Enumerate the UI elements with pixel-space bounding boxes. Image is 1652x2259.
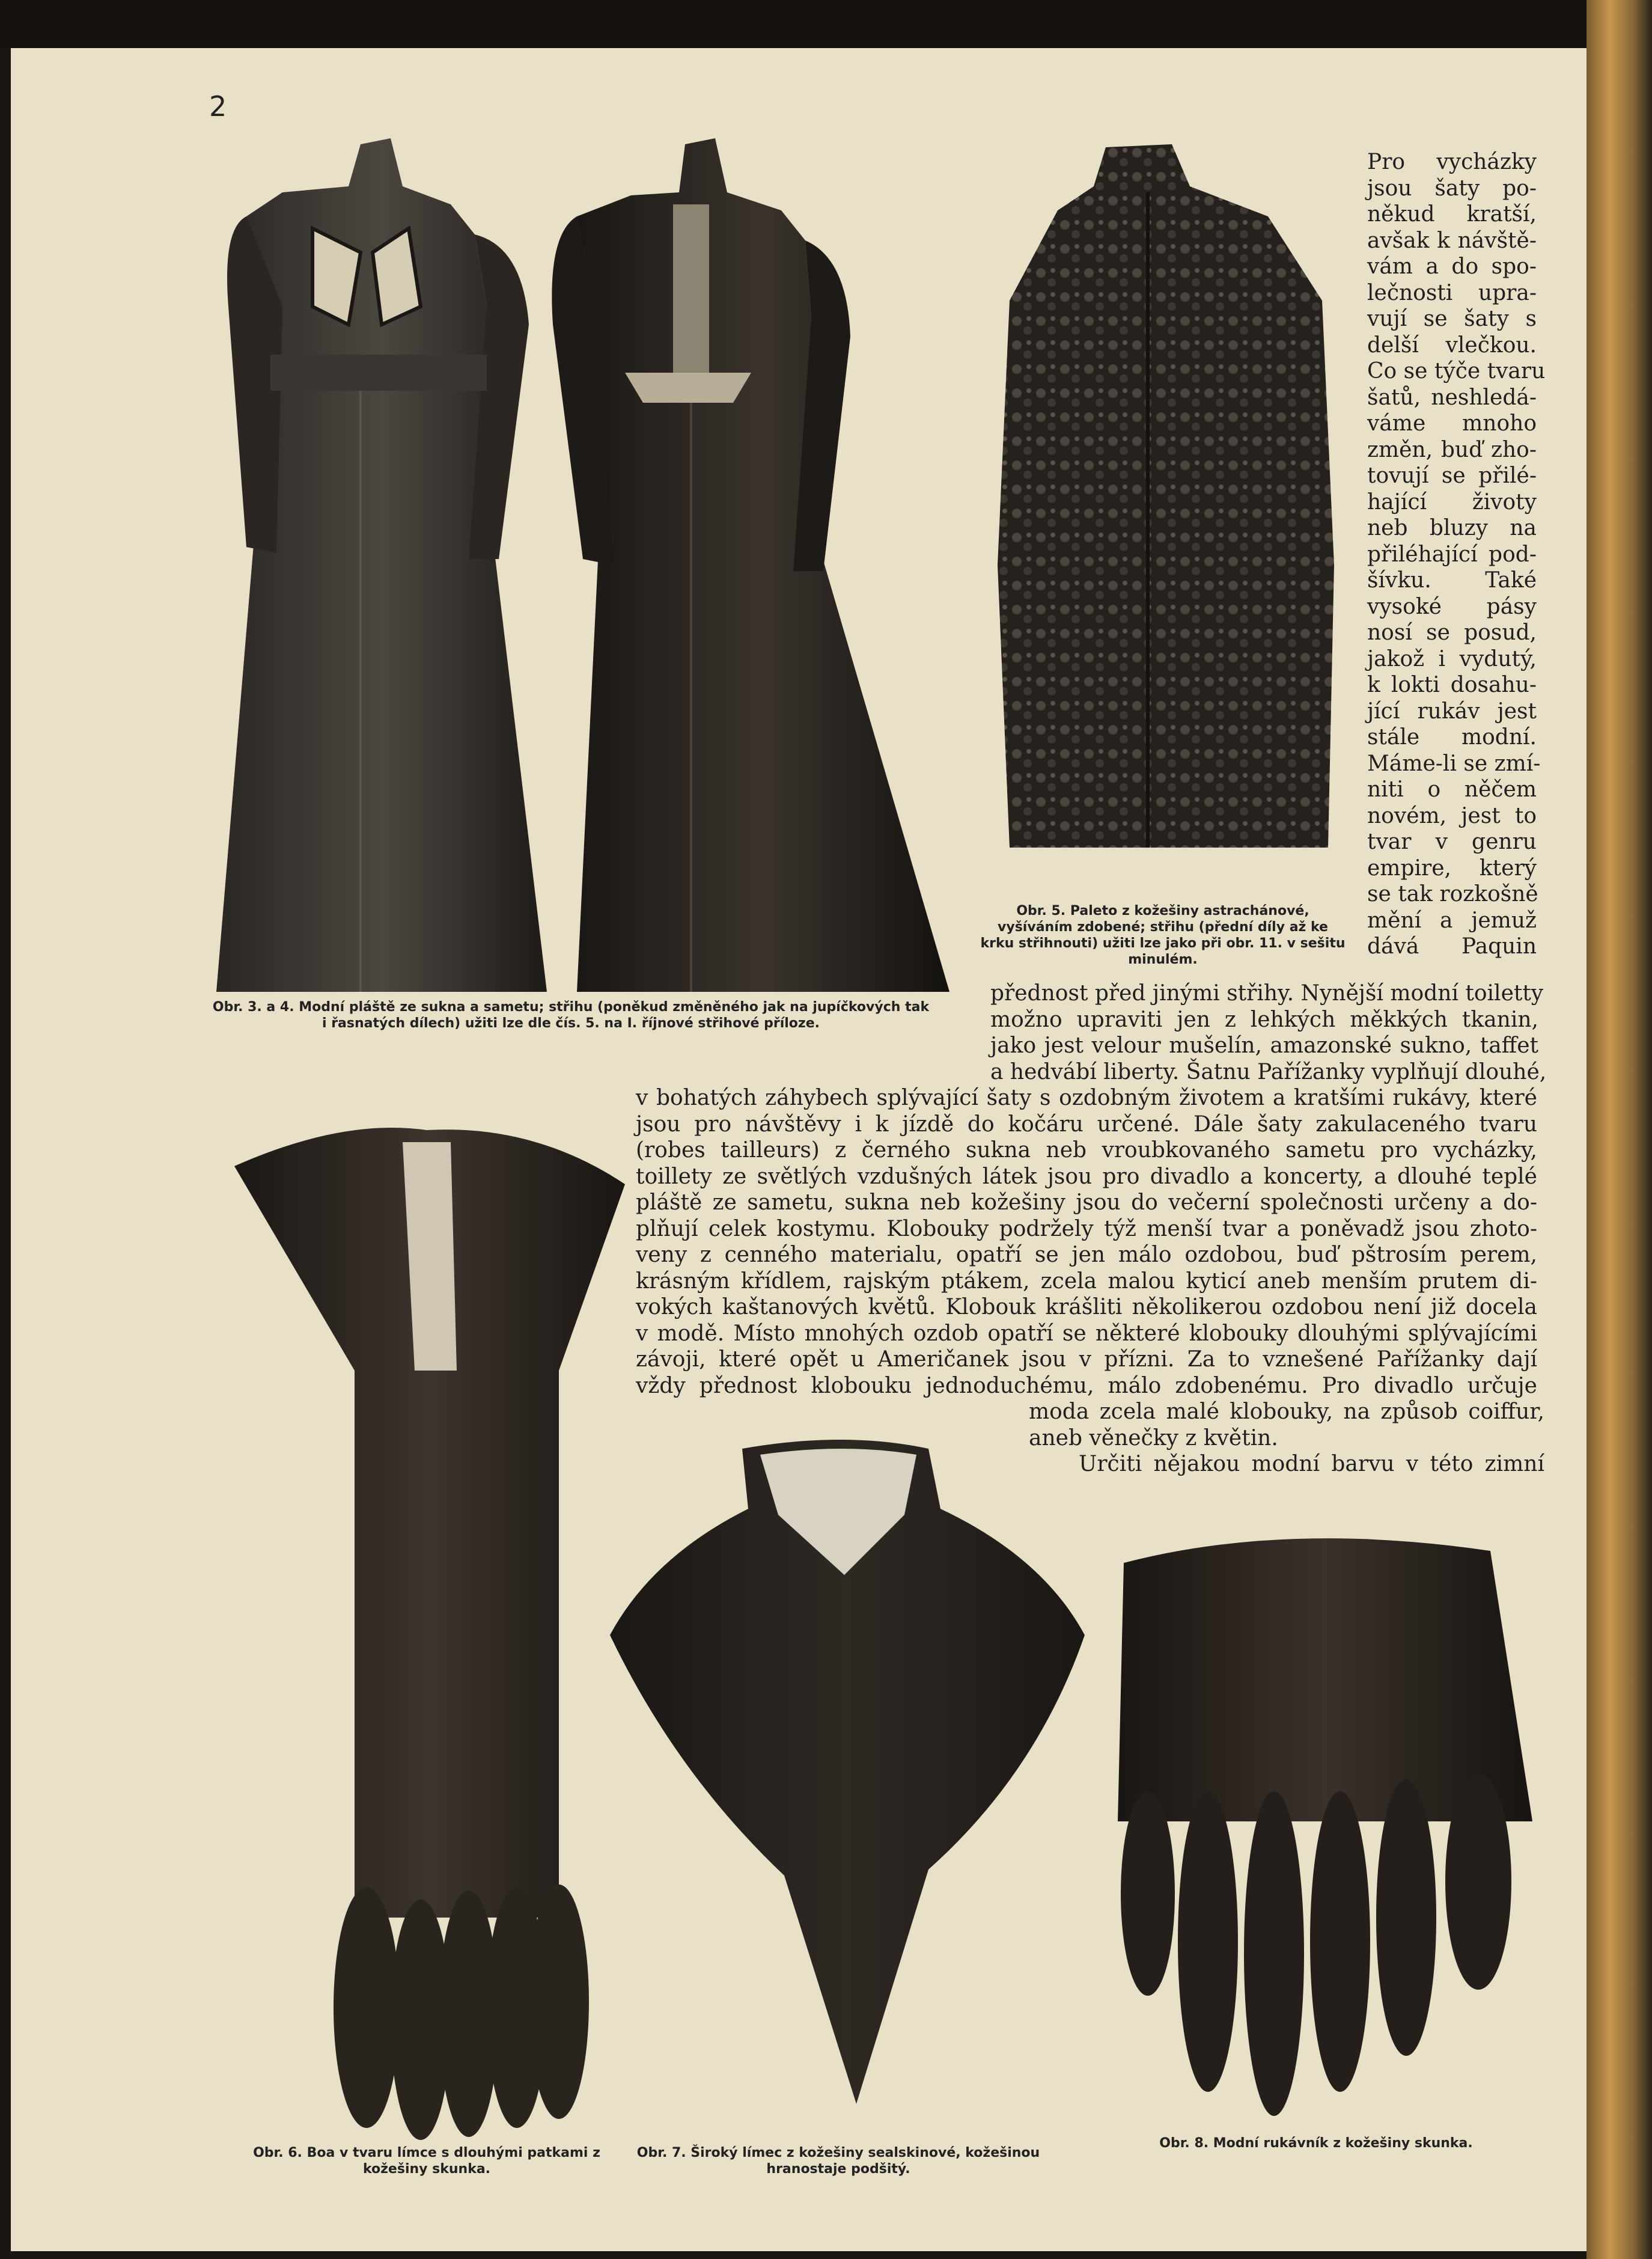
text-line: jsou pro návštěvy i k jízdě do kočáru určené. Dále šaty zakulaceného tvaru (636, 1111, 1537, 1137)
text-line: nosí se posud, (1367, 620, 1537, 645)
text-line: novém, jest to (1367, 803, 1537, 828)
boa-illustration (222, 1118, 631, 2140)
text-line: avšak k návště- (1367, 228, 1537, 253)
text-line: k lokti dosahu- (1367, 673, 1537, 697)
text-line: vždy přednost klobouku jednoduchému, málo zdobenému. Pro divadlo určuje (636, 1373, 1537, 1398)
text-line: vují se šaty s (1367, 307, 1537, 331)
text-line: empire, který (1367, 855, 1537, 881)
page-number: 2 (209, 90, 227, 123)
mid-text-block (990, 980, 1547, 1085)
text-line: možno upraviti jen z lehkých měkkých tkanin, (990, 1007, 1538, 1032)
main-text-block (636, 1085, 1537, 1399)
text-line: Určiti nějakou modní barvu v této zimní (1079, 1452, 1544, 1476)
text-line: (robes tailleurs) z černého sukna neb vroubkovaného sametu pro vycházky, (636, 1138, 1537, 1163)
text-line: v bohatých záhybech splývající šaty s ozdobným životem a kratšími rukávy, které (636, 1086, 1537, 1110)
text-line: lečnosti upra- (1367, 280, 1537, 305)
text-line: aneb věnečky z květin. (1029, 1425, 1278, 1450)
text-line: závoji, které opět u Američanek jsou v přízni. Za to vznešené Pařížanky dají (636, 1347, 1537, 1372)
text-line: tvar v genru (1367, 830, 1537, 854)
jacket-illustration (986, 144, 1346, 854)
text-line: jakož i vydutý, (1367, 646, 1537, 671)
text-line: změn, buď zho- (1367, 437, 1537, 462)
coats-illustration (210, 126, 956, 998)
figure-caption: Obr. 7. Široký límec z kožešiny sealskinové, kožešinou hranostaje podšitý. (636, 2145, 1040, 2177)
figure-muff (1106, 1521, 1538, 2151)
muff-illustration (1106, 1521, 1538, 2122)
text-line: delší vlečkou. (1367, 332, 1537, 358)
book-spine-edge (1586, 0, 1652, 2259)
text-line: veny z cenného materialu, opatří se jen málo ozdobou, buď pštrosím perem, (636, 1243, 1537, 1267)
text-line: šívku. Také (1367, 568, 1537, 593)
text-line: jako jest velour mušelín, amazonské sukno, taffet (990, 1033, 1538, 1058)
text-line: niti o něčem (1367, 777, 1537, 802)
text-line: jící rukáv jest (1367, 698, 1537, 724)
text-line: vysoké pásy (1367, 594, 1537, 619)
text-line: přednost před jinými střihy. Nynější modní toiletty (990, 981, 1544, 1006)
text-line: v modě. Místo mnohých ozdob opatří se některé klobouky dlouhými splývajícími (636, 1321, 1537, 1346)
text-line: a hedvábí liberty. Šatnu Pařížanky vyplňují dlouhé, (990, 1059, 1547, 1084)
text-line: váme mnoho (1367, 411, 1537, 436)
text-line: Pro vycházky (1367, 150, 1537, 174)
figure-astrakhan-jacket (980, 144, 1346, 967)
last-text-line (1079, 1451, 1544, 1478)
figure-sealskin-collar (604, 1437, 1091, 2177)
text-line: moda zcela malé klobouky, na způsob coiffur, (1029, 1399, 1544, 1424)
figure-caption: Obr. 8. Modní rukávník z kožešiny skunka. (1159, 2136, 1473, 2151)
text-line: toillety ze světlých vzdušných látek jsou pro divadlo a koncerty, a dlouhé teplé (636, 1164, 1537, 1189)
text-line: vám a do spo- (1367, 254, 1537, 279)
tail-text-block (1029, 1399, 1544, 1451)
text-line: Co se týče tvaru (1367, 359, 1546, 384)
text-line: dává Paquin (1367, 934, 1537, 959)
text-line: krásným křídlem, rajským ptákem, zcela malou kyticí aneb menším prutem di- (636, 1268, 1537, 1294)
text-line: tovují se přilé- (1367, 463, 1537, 488)
text-line: jsou šaty po- (1367, 176, 1537, 201)
figure-caption: Obr. 6. Boa v tvaru límce s dlouhými patkami z kožešiny skunka. (253, 2145, 600, 2177)
text-line: stále modní. (1367, 725, 1537, 750)
figure-coats-3-4 (210, 126, 956, 1031)
figure-caption: Obr. 3. a 4. Modní pláště ze sukna a sametu; střihu (poněkud změněného jak na jupíčkových tak i řasnatých dílech) užiti lze dle čís. 5. na I. říjnové střihové příloze. (212, 1000, 930, 1031)
text-line: mění a jemuž (1367, 908, 1537, 933)
text-line: pláště ze sametu, sukna neb kožešiny jsou do večerní společnosti určeny a do- (636, 1190, 1537, 1215)
text-line: se tak rozkošně (1367, 882, 1538, 906)
figure-boa (222, 1118, 631, 2177)
scan-top-border (0, 0, 1652, 48)
text-line: vokých kaštanových květů. Klobouk krášliti několikerou ozdobou není již docela (636, 1295, 1537, 1319)
text-line: hající životy (1367, 489, 1537, 515)
text-line: plňují celek kostymu. Klobouky podržely týž menší tvar a poněvadž jsou zhoto- (636, 1216, 1537, 1241)
text-line: neb bluzy na (1367, 516, 1537, 540)
collar-illustration (604, 1437, 1091, 2110)
right-column-text (1367, 149, 1546, 960)
text-line: Máme-li se zmí- (1367, 751, 1541, 776)
text-line: přiléhající pod- (1367, 542, 1537, 567)
figure-caption: Obr. 5. Paleto z kožešiny astrachánové, vyšíváním zdobené; střihu (přední díly až ke krku střihnouti) užiti lze jako při obr. 11. v sešitu minulém. (980, 903, 1346, 967)
text-line: šatů, neshledá- (1367, 385, 1537, 410)
text-line: někud kratší, (1367, 202, 1537, 227)
